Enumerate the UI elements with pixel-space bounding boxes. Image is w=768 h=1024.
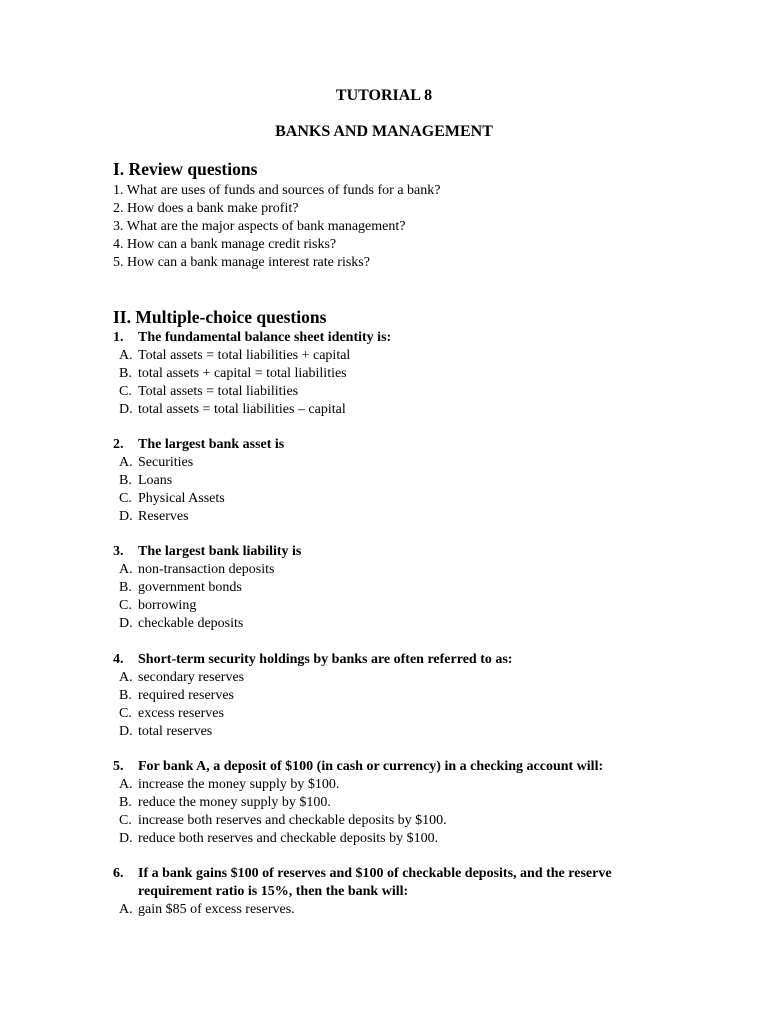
option-letter: B. (119, 795, 132, 810)
option-letter: A. (119, 670, 133, 685)
question-text: For bank A, a deposit of $100 (in cash or currency) in a checking account will: (138, 759, 604, 774)
review-question: 3. What are the major aspects of bank management? (113, 219, 406, 234)
option-text: total reserves (138, 724, 213, 739)
answer-option (113, 383, 673, 401)
option-text: Physical Assets (138, 491, 225, 506)
mcq-question-2 (113, 436, 673, 526)
option-text: secondary reserves (138, 670, 245, 685)
option-letter: D. (119, 831, 133, 846)
answer-option (113, 615, 673, 633)
document-title: TUTORIAL 8 (335, 87, 433, 104)
answer-option (113, 901, 673, 919)
mcq-question-1 (113, 329, 673, 419)
option-text: Reserves (138, 509, 189, 524)
option-text: Loans (138, 473, 173, 488)
answer-option (113, 705, 673, 723)
option-text: Total assets = total liabilities (138, 384, 299, 399)
option-text: borrowing (138, 598, 197, 613)
mcq-question-6 (113, 865, 673, 919)
question-text: The largest bank asset is (138, 437, 285, 452)
option-text: Total assets = total liabilities + capital (138, 348, 351, 363)
option-letter: B. (119, 366, 132, 381)
question-text: The fundamental balance sheet identity is: (138, 330, 392, 345)
option-letter: B. (119, 580, 132, 595)
option-letter: D. (119, 616, 133, 631)
question-text: If a bank gains $100 of reserves and $100 of checkable deposits, and the reserve requirement ratio is 15%, then the bank will: (138, 866, 612, 899)
option-letter: C. (119, 491, 132, 506)
question-stem (113, 758, 673, 776)
option-letter: B. (119, 473, 132, 488)
option-letter: D. (119, 509, 133, 524)
answer-option (113, 472, 673, 490)
answer-option (113, 508, 673, 526)
review-question: 5. How can a bank manage interest rate risks? (113, 255, 370, 270)
answer-option (113, 347, 673, 365)
mcq-question-4 (113, 651, 673, 741)
answer-option (113, 365, 673, 383)
option-text: total assets + capital = total liabilities (138, 366, 347, 381)
answer-option (113, 723, 673, 741)
answer-option (113, 490, 673, 508)
answer-option (113, 687, 673, 705)
question-text: Short-term security holdings by banks are often referred to as: (138, 652, 513, 667)
question-stem (113, 329, 673, 347)
answer-option (113, 401, 673, 419)
review-section-heading: I. Review questions (113, 159, 258, 179)
option-letter: A. (119, 902, 133, 917)
question-text: The largest bank liability is (138, 544, 302, 559)
option-letter: C. (119, 706, 132, 721)
option-text: increase both reserves and checkable deposits by $100. (138, 813, 447, 828)
review-question: 1. What are uses of funds and sources of funds for a bank? (113, 183, 441, 198)
review-question: 4. How can a bank manage credit risks? (113, 237, 337, 252)
answer-option (113, 830, 673, 848)
option-text: total assets = total liabilities – capital (138, 402, 346, 417)
answer-option (113, 561, 673, 579)
option-letter: D. (119, 724, 133, 739)
review-questions-list (113, 182, 440, 272)
option-letter: A. (119, 455, 133, 470)
question-number: 3. (113, 544, 124, 559)
mcq-question-5 (113, 758, 673, 848)
question-stem (113, 543, 673, 561)
option-letter: D. (119, 402, 133, 417)
option-text: required reserves (138, 688, 235, 703)
answer-option (113, 794, 673, 812)
answer-option (113, 597, 673, 615)
answer-option (113, 454, 673, 472)
option-text: checkable deposits (138, 616, 244, 631)
answer-option (113, 776, 673, 794)
option-letter: C. (119, 384, 132, 399)
option-text: reduce the money supply by $100. (138, 795, 331, 810)
question-number: 6. (113, 866, 124, 881)
option-letter: A. (119, 562, 133, 577)
option-text: government bonds (138, 580, 242, 595)
answer-option (113, 579, 673, 597)
option-text: non-transaction deposits (138, 562, 275, 577)
option-text: gain $85 of excess reserves. (138, 902, 295, 917)
mcq-question-3 (113, 543, 673, 633)
option-letter: A. (119, 777, 133, 792)
option-letter: B. (119, 688, 132, 703)
option-text: Securities (138, 455, 194, 470)
option-text: reduce both reserves and checkable deposits by $100. (138, 831, 439, 846)
answer-option (113, 812, 673, 830)
question-stem (113, 436, 673, 454)
option-text: increase the money supply by $100. (138, 777, 340, 792)
question-stem (113, 865, 673, 901)
mcq-section-heading: II. Multiple-choice questions (113, 307, 327, 327)
option-letter: C. (119, 813, 132, 828)
option-text: excess reserves (138, 706, 224, 721)
question-number: 5. (113, 759, 124, 774)
option-letter: A. (119, 348, 133, 363)
question-number: 4. (113, 652, 124, 667)
document-subtitle: BANKS AND MANAGEMENT (275, 123, 493, 140)
question-number: 2. (113, 437, 124, 452)
option-letter: C. (119, 598, 132, 613)
question-stem (113, 651, 673, 669)
question-number: 1. (113, 330, 124, 345)
review-question: 2. How does a bank make profit? (113, 201, 299, 216)
answer-option (113, 669, 673, 687)
